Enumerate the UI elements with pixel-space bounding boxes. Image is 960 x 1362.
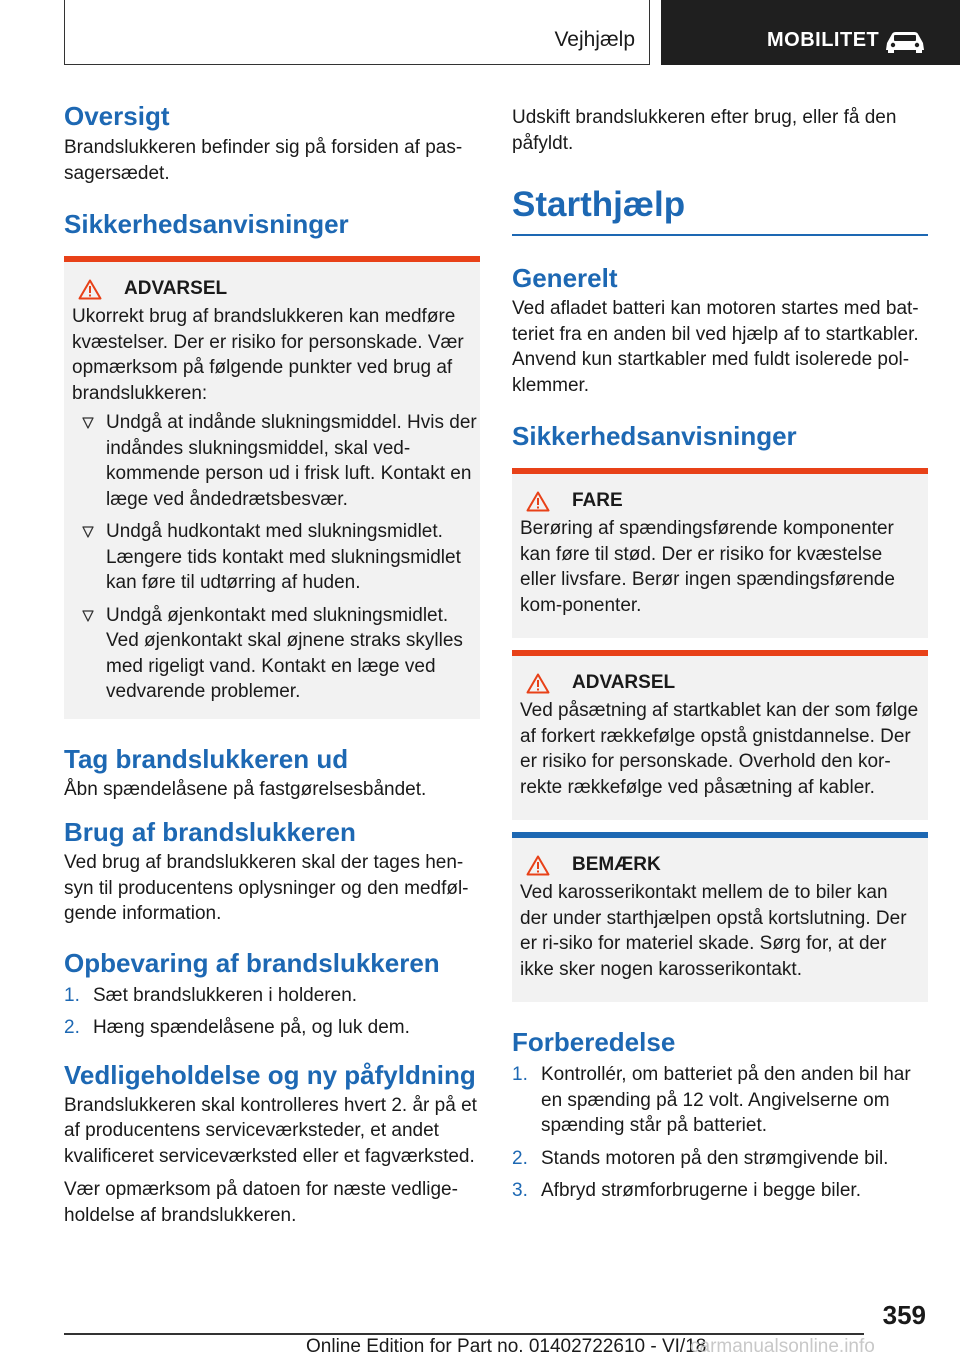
list-item [64, 519, 480, 596]
notice-label: BEMÆRK [572, 854, 661, 875]
right-column [512, 105, 928, 1204]
warning-title [512, 474, 928, 512]
left-column [64, 100, 480, 1228]
opbevaring-steps [64, 983, 480, 1041]
list-item [512, 1062, 928, 1139]
warning-triangle-icon [526, 855, 550, 876]
warning-box-advarsel-left [64, 256, 480, 719]
step-text: Stands motoren på den strømgivende bil. [541, 1147, 889, 1169]
step-number: 2. [64, 1017, 80, 1038]
warning-bullet-list [64, 410, 480, 719]
warning-triangle-icon [526, 491, 550, 512]
heading-opbevaring: Opbevaring af brandslukkeren [64, 947, 440, 978]
warning-label: ADVARSEL [124, 278, 228, 299]
step-number: 2. [512, 1147, 528, 1169]
step-text: Kontrollér, om batteriet på den anden bil har en spænding på 12 volt. Angivelserne om spænding står på batteriet. [541, 1064, 911, 1136]
text-vedligeholdelse-1: Brandslukkeren skal kontrolleres hvert 2. år på et af producentens serviceværksteder, et andet kvalificeret serviceværksted eller et fagværksted. [64, 1094, 477, 1167]
heading-rule [512, 234, 928, 236]
heading-forberedelse: Forberedelse [512, 1027, 676, 1057]
heading-sikkerhed-right: Sikkerhedsanvisninger [512, 421, 797, 451]
step-number: 3. [512, 1180, 528, 1201]
warning-label: ADVARSEL [572, 672, 676, 693]
watermark: carmanualsonline.info [690, 1336, 875, 1357]
heading-tag-ud: Tag brandslukkeren ud [64, 743, 349, 774]
warning-intro: Ukorrekt brug af brandslukkeren kan medføre kvæstelser. Der er risiko for personskade. Vær opmærksom på følgende punkter ved brug af brandslukkeren: [72, 306, 464, 404]
warning-triangle-icon [526, 673, 550, 694]
footer-edition: Online Edition for Part no. 01402722610 - VI/18 [306, 1336, 707, 1357]
text-vedligeholdelse-2: Vær opmærksom på datoen for næste vedlige‐holdelse af brandslukkeren. [64, 1179, 458, 1226]
text-oversigt: Brandslukkeren befinder sig på forsiden af pas‐sagersædet. [64, 137, 463, 184]
warning-box-fare [512, 468, 928, 638]
warning-title [64, 262, 480, 300]
text-udskift: Udskift brandslukkeren efter brug, eller få den påfyldt. [512, 107, 897, 154]
tab-mobilitet-label: MOBILITET [767, 29, 880, 51]
car-icon [884, 30, 926, 54]
page-number: 359 [882, 1300, 926, 1330]
list-item [512, 1178, 928, 1204]
text-brug: Ved brug af brandslukkeren skal der tages hen‐syn til producentens oplysninger og den medføl‐gende information. [64, 852, 469, 924]
list-item [64, 410, 480, 512]
text-generelt: Ved afladet batteri kan motoren startes med bat‐teriet fra en anden bil ved hjælp af to startkabler. Anvend kun startkabler med fuldt isolerede pol‐klemmer. [512, 298, 919, 396]
warning-triangle-icon [78, 279, 102, 300]
list-item [64, 983, 480, 1009]
tab-vejhjaelp[interactable] [64, 0, 650, 65]
list-item [64, 1015, 480, 1041]
bullet-text: Undgå at indånde slukningsmiddel. Hvis der indåndes slukningsmiddel, skal ved‐kommende person ud i frisk luft. Kontakt en læge ved åndedrætsbesvær. [106, 412, 477, 510]
step-text: Sæt brandslukkeren i holderen. [93, 984, 358, 1006]
tab-vejhjaelp-label: Vejhjælp [554, 28, 635, 51]
step-text: Afbryd strømforbrugerne i begge biler. [541, 1180, 861, 1201]
heading-sikkerhed-left: Sikkerhedsanvisninger [64, 209, 349, 239]
bullet-text: Undgå øjenkontakt med slukningsmidlet. Ved øjenkontakt skal øjnene straks skylles med rigeligt vand. Kontakt en læge ved vedvarende problemer. [106, 604, 463, 702]
heading-brug: Brug af brandslukkeren [64, 817, 356, 847]
text-tag-ud: Åbn spændelåsene på fastgørelsesbåndet. [64, 778, 427, 800]
list-item [64, 603, 480, 705]
warning-text: Berøring af spændingsførende komponenter kan føre til stød. Der er risiko for kvæstelse eller livsfare. Berør ingen spændingsførende kom‐ponenter. [520, 518, 895, 616]
notice-title [512, 838, 928, 876]
step-number: 1. [512, 1064, 528, 1085]
heading-vedligeholdelse: Vedligeholdelse og ny påfyldning [64, 1059, 476, 1090]
step-text: Hæng spændelåsene på, og luk dem. [93, 1017, 410, 1038]
bullet-triangle-icon [82, 526, 94, 538]
warning-title [512, 656, 928, 694]
warning-box-advarsel-right [512, 650, 928, 820]
notice-text: Ved karosserikontakt mellem de to biler kan der under starthjælpen opstå kortslutning. Der er ri‐siko for materiel skade. Sørg for, at der ikke sker nogen karosserikontakt. [520, 882, 907, 980]
forberedelse-steps [512, 1062, 928, 1204]
bullet-triangle-icon [82, 417, 94, 429]
heading-starthjaelp: Starthjælp [512, 185, 686, 224]
warning-label: FARE [572, 490, 623, 511]
heading-oversigt: Oversigt [64, 101, 170, 131]
heading-generelt: Generelt [512, 263, 618, 293]
bullet-text: Undgå hudkontakt med slukningsmidlet. Længere tids kontakt med slukningsmidlet kan føre til udtørring af huden. [106, 521, 461, 593]
notice-box-bemaerk [512, 832, 928, 1002]
list-item [512, 1146, 928, 1172]
warning-text: Ved påsætning af startkablet kan der som følge af forkert rækkefølge opstå gnistdannelse. Der er risiko for personskade. Overhold den kor‐rekte rækkefølge ved påsætning af kabler. [520, 700, 919, 798]
footer-divider [64, 1333, 864, 1335]
step-number: 1. [64, 984, 80, 1006]
bullet-triangle-icon [82, 610, 94, 622]
